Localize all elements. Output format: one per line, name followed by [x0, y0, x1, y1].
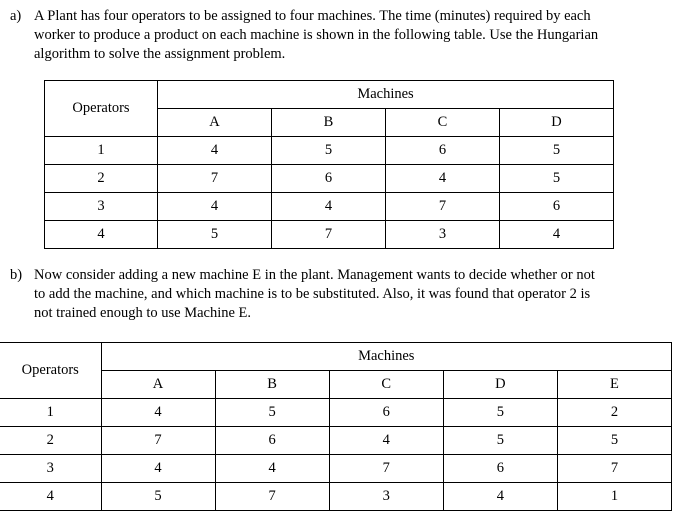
table-b-header-row [0, 343, 672, 371]
time-cell: 2 [557, 399, 671, 427]
time-cell: 6 [272, 165, 386, 193]
time-cell: 5 [443, 399, 557, 427]
time-cell: 7 [557, 455, 671, 483]
time-cell: 7 [101, 427, 215, 455]
table-a [44, 80, 614, 249]
time-cell: 6 [215, 427, 329, 455]
question-a-line: A Plant has four operators to be assigned to four machines. The time (minutes) required by each [34, 8, 591, 24]
question-a [10, 7, 675, 67]
machine-label: B [272, 109, 386, 137]
time-cell: 5 [101, 483, 215, 511]
question-b-text [34, 266, 595, 323]
machine-label: D [500, 109, 614, 137]
question-b [10, 266, 675, 326]
operator-cell: 1 [0, 399, 101, 427]
time-cell: 5 [158, 221, 272, 249]
question-b-label: b) [10, 267, 23, 283]
question-a-label: a) [10, 8, 22, 24]
time-cell: 4 [158, 137, 272, 165]
time-cell: 5 [557, 427, 671, 455]
machine-label: E [557, 371, 671, 399]
time-cell: 5 [272, 137, 386, 165]
machines-header: Machines [101, 343, 672, 371]
table-b [0, 342, 672, 511]
operators-header: Operators [0, 343, 101, 399]
operator-cell: 2 [0, 427, 101, 455]
machine-label: C [329, 371, 443, 399]
operators-header: Operators [45, 81, 158, 137]
table-b-machine-row [0, 371, 672, 399]
time-cell: 4 [101, 455, 215, 483]
time-cell: 4 [500, 221, 614, 249]
time-cell: 4 [101, 399, 215, 427]
operator-cell: 2 [45, 165, 158, 193]
question-a-text [34, 7, 598, 64]
machine-label: B [215, 371, 329, 399]
time-cell: 6 [500, 193, 614, 221]
table-row [0, 427, 672, 455]
table-row [45, 137, 614, 165]
machine-label: D [443, 371, 557, 399]
machine-label: A [158, 109, 272, 137]
time-cell: 7 [215, 483, 329, 511]
operator-cell: 4 [0, 483, 101, 511]
question-a-line: algorithm to solve the assignment problem. [34, 46, 286, 62]
operator-cell: 1 [45, 137, 158, 165]
time-cell: 4 [272, 193, 386, 221]
table-row [45, 193, 614, 221]
time-cell: 3 [386, 221, 500, 249]
table-row [0, 455, 672, 483]
time-cell: 7 [329, 455, 443, 483]
operator-cell: 3 [45, 193, 158, 221]
time-cell: 5 [215, 399, 329, 427]
time-cell: 4 [329, 427, 443, 455]
question-b-line: Now consider adding a new machine E in the plant. Management wants to decide whether or not [34, 267, 595, 283]
time-cell: 7 [272, 221, 386, 249]
time-cell: 6 [443, 455, 557, 483]
machine-label: A [101, 371, 215, 399]
table-row [0, 399, 672, 427]
time-cell: 5 [500, 137, 614, 165]
time-cell: 6 [329, 399, 443, 427]
machines-header: Machines [158, 81, 614, 109]
time-cell: 3 [329, 483, 443, 511]
machine-label: C [386, 109, 500, 137]
table-row [45, 165, 614, 193]
question-a-line: worker to produce a product on each machine is shown in the following table. Use the Hungarian [34, 27, 599, 43]
operator-cell: 4 [45, 221, 158, 249]
time-cell: 4 [158, 193, 272, 221]
time-cell: 4 [386, 165, 500, 193]
time-cell: 5 [443, 427, 557, 455]
question-b-line: not trained enough to use Machine E. [34, 305, 252, 321]
table-row [45, 221, 614, 249]
time-cell: 5 [500, 165, 614, 193]
time-cell: 1 [557, 483, 671, 511]
table-row [0, 483, 672, 511]
time-cell: 7 [158, 165, 272, 193]
time-cell: 4 [215, 455, 329, 483]
operator-cell: 3 [0, 455, 101, 483]
table-a-header-row [45, 81, 614, 109]
question-b-line: to add the machine, and which machine is to be substituted. Also, it was found that operator 2 is [34, 286, 591, 302]
time-cell: 6 [386, 137, 500, 165]
time-cell: 4 [443, 483, 557, 511]
time-cell: 7 [386, 193, 500, 221]
